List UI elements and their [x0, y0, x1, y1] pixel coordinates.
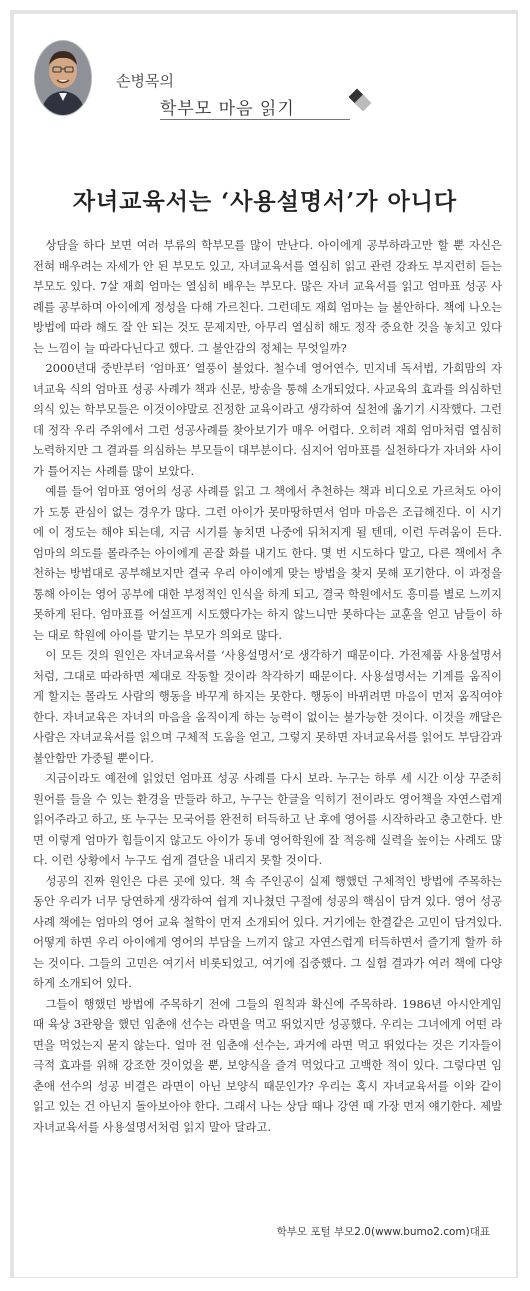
- column-title-underline: [160, 119, 350, 120]
- column-title: 학부모 마음 읽기: [160, 99, 295, 119]
- author-name: 손병목의: [116, 72, 174, 90]
- paragraph: 지금이라도 예전에 읽었던 엄마표 성공 사례를 다시 보라. 누구는 하루 세 시간 이상 꾸준히 원어를 들을 수 있는 환경을 만들라 하고, 누구는 한글을 익히기 전이라도 영어책을 자연스럽게 읽어주라고 하고, 또 누구는 모국어를 완전히 터득하고 난 후에 영어를 시작하라고 충고한다. 반면 이렇게 엄마가 힘들이지 않고도 아이가 동네 영어학원에 잘 적응해 실력을 높이는 사례도 많다. 이런 상황에서 누구도 쉽게 결단을 내리지 못할 것이다.: [33, 771, 502, 867]
- author-signature: 학부모 포털 부모2.0(www.bumo2.com)대표: [276, 1226, 490, 1238]
- article-headline: 자녀교육서는 ‘사용설명서’가 아니다: [72, 188, 458, 215]
- paragraph: 그들이 행했던 방법에 주목하기 전에 그들의 원칙과 확신에 주목하라. 1986년 아시안게임 때 육상 3관왕을 했던 임춘애 선수는 라면을 먹고 뛰었지만 성공했다. 우리는 그녀에게 어떤 라면을 먹었는지 묻지 않는다. 얼마 전 임춘애 선수는, 과거에 라면 먹고 뛰었다는 것은 기자들이 극적 효과를 위해 강조한 것이었을 뿐, 보양식을 즐겨 먹었다고 고백한 적이 있다. 그렇다면 임춘애 선수의 성공 비결은 라면이 아닌 보양식 때문인가? 우리는 혹시 자녀교육서를 이와 같이 읽고 있는 건 아닌지 돌아보아야 한다. 그래서 나는 상담 때나 강연 때 가장 먼저 얘기한다. 제발 자녀교육서를 사용설명서처럼 읽지 말아 달라고.: [33, 996, 502, 1134]
- author-photo: [34, 40, 92, 116]
- paragraph: 상담을 하다 보면 여러 부류의 학부모를 많이 만난다. 아이에게 공부하라고만 할 뿐 자신은 전혀 배우려는 자세가 안 된 부모도 있고, 자녀교육서를 열심히 읽고 관련 강좌도 부지런히 듣는 부모도 있다. 7살 재희 엄마는 열심히 배우는 부모다. 많은 자녀 교육서를 읽고 엄마표 성공 사례를 공부하며 아이에게 정성을 다해 가르친다. 그런데도 재희 엄마는 늘 불안하다. 책에 나오는 방법에 따라 해도 잘 안 되는 것도 문제지만, 아무리 열심히 해도 정작 중요한 것을 놓치고 있다는 느낌이 늘 따라다닌다고 했다. 그 불안감의 정체는 무엇일까?: [33, 238, 502, 355]
- paragraph: 2000년대 중반부터 ‘엄마표’ 열풍이 불었다. 철수네 영어연수, 민지네 독서법, 가희맘의 자녀교육 식의 엄마표 성공 사례가 책과 신문, 방송을 통해 소개되었다. 사교육의 효과를 의심하던 의식 있는 학부모들은 이것이야말로 진정한 교육이라고 생각하여 실천에 옮기기 시작했다. 그런데 정작 우리 주위에서 그런 성공사례를 찾아보기가 매우 어렵다. 오히려 재희 엄마처럼 열심히 노력하지만 그 결과를 의심하는 부모들이 대부분이다. 심지어 엄마표를 실천하다가 자녀와 사이가 틀어지는 사례를 많이 보았다.: [33, 361, 502, 478]
- paragraph: 이 모든 것의 원인은 자녀교육서를 ‘사용설명서’로 생각하기 때문이다. 가전제품 사용설명서처럼, 그대로 따라하면 제대로 작동할 것이라 착각하기 때문이다. 사용설명서는 기계를 움직이게 할지는 몰라도 사람의 행동을 바꾸게 하지는 못한다. 행동이 바뀌려면 마음이 먼저 움직여야 한다. 자녀교육은 자녀의 마음을 움직이게 하는 능력이 없이는 불가능한 것이다. 이것을 깨달은 사람은 자녀교육서를 읽으며 구체적 도움을 얻고, 그렇지 못하면 자녀교육서를 읽어도 부담감과 불안함만 가중될 뿐이다.: [33, 648, 502, 765]
- paragraph: 성공의 진짜 원인은 다른 곳에 있다. 책 속 주인공이 실제 행했던 구체적인 방법에 주목하는 동안 우리가 너무 당연하게 생각하여 쉽게 지나쳤던 구절에 성공의 핵심이 담겨 있다. 영어 성공 사례 책에는 엄마의 영어 교육 철학이 먼저 소개되어 있다. 거기에는 한결같은 고민이 담겨있다. 어떻게 하면 우리 아이에게 영어의 부담을 느끼지 않고 자연스럽게 터득하면서 즐기게 할까 하는 것이다. 그들의 고민은 여기서 비롯되었고, 여기에 집중했다. 그 실험 결과가 여러 책에 다양하게 소개되어 있다.: [33, 873, 502, 990]
- article-body: [33, 235, 502, 1137]
- paragraph: 예를 들어 엄마표 영어의 성공 사례를 읽고 그 책에서 추천하는 책과 비디오로 가르쳐도 아이가 도통 관심이 없는 경우가 많다. 그런 아이가 못마땅하면서 엄마 마음은 조급해진다. 이 시기에 이 정도는 해야 되는데, 지금 시기를 놓치면 나중에 뒤처지게 될 텐데, 이런 두려움이 든다. 엄마의 의도를 몰라주는 아이에게 곧잘 화를 내기도 한다. 몇 번 시도하다 말고, 다른 책에서 추천하는 방법대로 공부해보지만 결국 우리 아이에게 맞는 방법을 찾지 못해 포기한다. 이 과정을 통해 아이는 영어 공부에 대한 부정적인 인식을 하게 되고, 결국 학원에서도 흥미를 별로 느끼지 못하게 된다. 엄마표를 어설프게 시도했다가는 하지 않느니만 못하다는 교훈을 얻고 남들이 하는 대로 학원에 아이를 맡기는 부모가 의외로 많다.: [33, 484, 502, 642]
